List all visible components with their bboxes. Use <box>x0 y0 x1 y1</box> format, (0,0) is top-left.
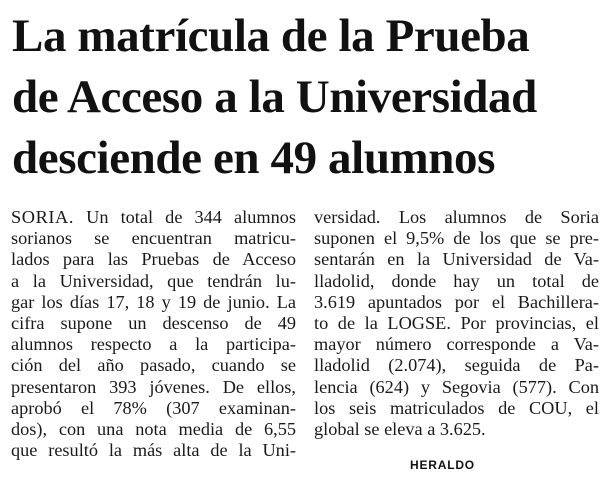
body-line: dos), con una nota media de 6,55 <box>11 418 296 439</box>
body-line: lencia (624) y Segovia (577). Con <box>314 376 599 397</box>
signature: HERALDO <box>410 458 475 472</box>
headline-line: de Acceso a la Universidad <box>12 71 537 123</box>
body-line: cifra supone un descenso de 49 <box>11 312 296 333</box>
body-line <box>11 207 296 228</box>
headline-line: desciende en 49 alumnos <box>12 132 496 184</box>
body-line: ción del año pasado, cuando se <box>11 355 296 376</box>
body-line: gar los días 17, 18 y 19 de junio. La <box>11 291 296 312</box>
headline-line: La matrícula de la Prueba <box>12 10 530 62</box>
body-line: global se eleva a 3.625. <box>314 418 486 439</box>
body-line: to de la LOGSE. Por provincias, el <box>314 312 599 333</box>
body-line: presentaron 393 jóvenes. De ellos, <box>11 376 296 397</box>
location-dateline: SORIA. <box>11 207 75 227</box>
body-line: a la Universidad, que tendrán lu- <box>11 270 296 291</box>
body-line: lados para las Pruebas de Acceso <box>11 249 296 270</box>
body-line: sentarán en la Universidad de Va- <box>314 249 599 270</box>
body-line: versidad. Los alumnos de Soria <box>314 207 599 227</box>
body-line: suponen el 9,5% de los que se pre- <box>314 228 599 249</box>
body-line: aprobó el 78% (307 examinan- <box>11 397 296 418</box>
body-line: sorianos se encuentran matricu- <box>11 228 296 249</box>
headline <box>12 6 537 189</box>
body-line: 3.619 apuntados por el Bachillera- <box>314 291 599 312</box>
body-line: los seis matriculados de COU, el <box>314 397 599 418</box>
body-line: alumnos respecto a la participa- <box>11 334 296 355</box>
body-line: mayor número corresponde a Va- <box>314 334 599 355</box>
body-column-right <box>314 207 599 440</box>
body-line: lladolid (2.074), seguida de Pa- <box>314 355 599 376</box>
body-line-text: Un total de 344 alumnos <box>86 207 296 227</box>
body-line: lladolid, donde hay un total de <box>314 270 599 291</box>
body-column-left <box>11 207 296 461</box>
body-line: que resultó la más alta de la Uni- <box>11 440 296 461</box>
